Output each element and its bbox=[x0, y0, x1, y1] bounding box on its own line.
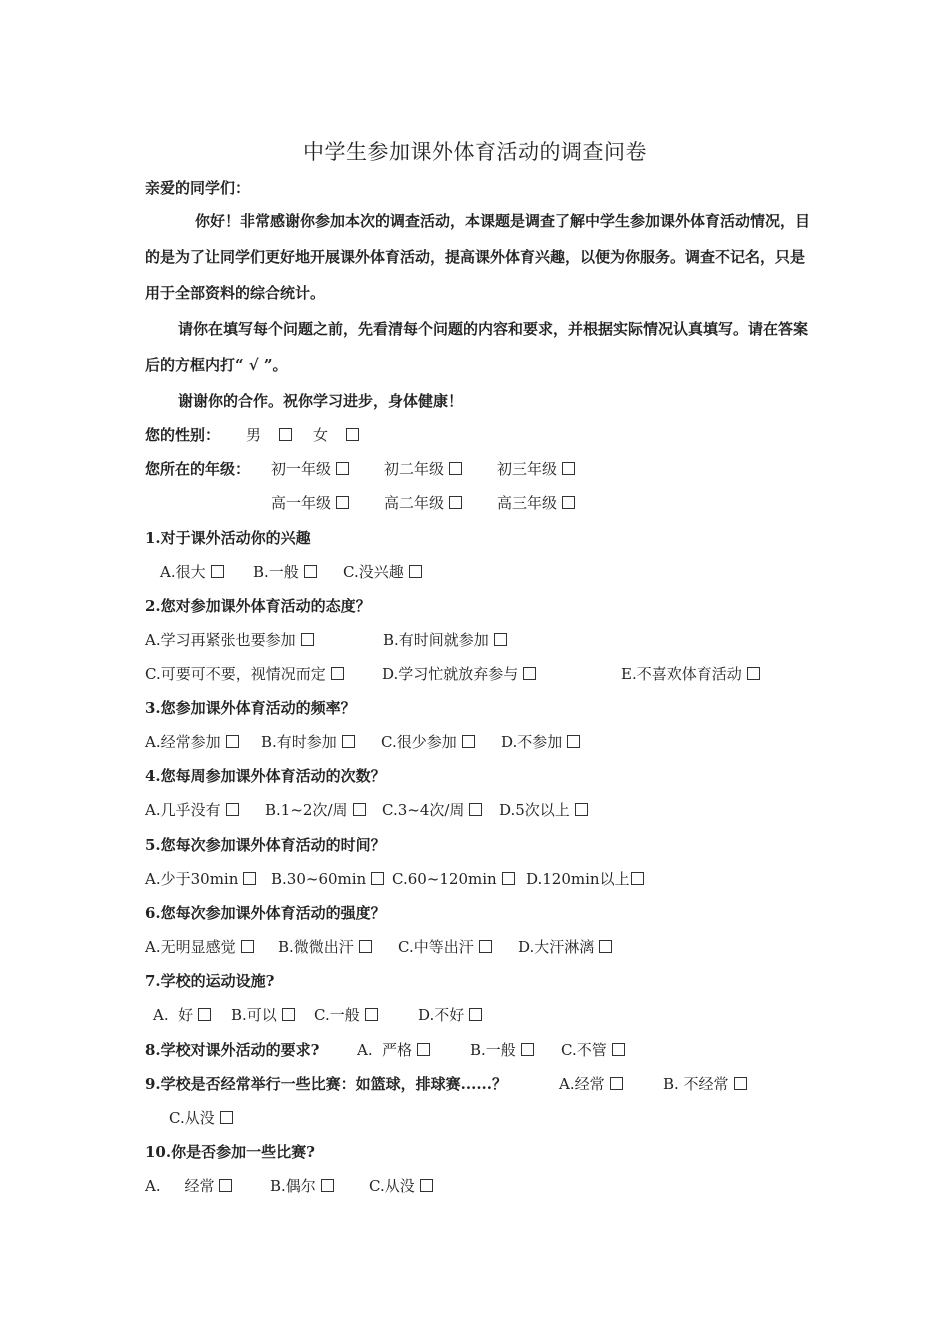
option-label: 初三年级 bbox=[497, 460, 558, 478]
option-label: D.不参加 bbox=[501, 733, 563, 751]
q10-option-a[interactable] bbox=[145, 1176, 232, 1196]
q9-option-a[interactable] bbox=[559, 1074, 623, 1094]
checkbox[interactable] bbox=[462, 735, 475, 748]
gender-option-female[interactable] bbox=[313, 425, 359, 445]
option-label: A.几乎没有 bbox=[145, 801, 221, 819]
option-label: 男 bbox=[246, 426, 262, 444]
q3-option-c[interactable] bbox=[381, 732, 475, 752]
option-label: B.有时参加 bbox=[261, 733, 337, 751]
option-label: B.30~60min bbox=[271, 870, 367, 888]
q2-option-a[interactable] bbox=[145, 630, 314, 650]
checkbox[interactable] bbox=[494, 633, 507, 646]
q9-option-c[interactable] bbox=[169, 1108, 233, 1128]
checkbox[interactable] bbox=[612, 1043, 625, 1056]
checkbox[interactable] bbox=[220, 1111, 233, 1124]
checkbox[interactable] bbox=[243, 872, 256, 885]
q3-option-b[interactable] bbox=[261, 732, 355, 752]
q1-option-a[interactable] bbox=[160, 562, 224, 582]
question-6: 6.您每次参加课外体育活动的强度？ bbox=[145, 904, 386, 922]
option-label: A. 严格 bbox=[357, 1041, 413, 1059]
checkbox[interactable] bbox=[449, 462, 462, 475]
q6-option-b[interactable] bbox=[278, 937, 372, 957]
checkbox[interactable] bbox=[562, 496, 575, 509]
option-label: B.1~2次/周 bbox=[265, 801, 348, 819]
question-2: 2.您对参加课外体育活动的态度？ bbox=[145, 597, 371, 615]
q7-option-b[interactable] bbox=[231, 1005, 295, 1025]
option-label: C.从没 bbox=[169, 1109, 215, 1127]
q2-option-c[interactable] bbox=[145, 664, 344, 684]
option-label: A.经常 bbox=[559, 1075, 605, 1093]
grade-label: 您所在的年级： bbox=[145, 460, 251, 478]
checkbox[interactable] bbox=[336, 496, 349, 509]
q1-option-c[interactable] bbox=[343, 562, 422, 582]
question-5: 5.您每次参加课外体育活动的时间？ bbox=[145, 836, 386, 854]
checkbox[interactable] bbox=[279, 428, 292, 441]
checkbox[interactable] bbox=[479, 940, 492, 953]
intro-paragraph-2: 请你在填写每个问题之前，先看清每个问题的内容和要求，并根据实际情况认真填写。请在答案后的方框内打“ √ ”。 bbox=[145, 320, 809, 374]
grade-option-senior-3[interactable] bbox=[497, 493, 575, 513]
option-label: C.中等出汗 bbox=[398, 938, 474, 956]
checkbox[interactable] bbox=[321, 1179, 334, 1192]
option-label: 高一年级 bbox=[271, 494, 332, 512]
checkbox[interactable] bbox=[331, 667, 344, 680]
q4-option-a[interactable] bbox=[145, 800, 239, 820]
option-label: 高三年级 bbox=[497, 494, 558, 512]
option-label: D.120min以上 bbox=[526, 870, 630, 888]
grade-option-junior-1[interactable] bbox=[271, 459, 349, 479]
checkbox[interactable] bbox=[336, 462, 349, 475]
q3-option-a[interactable] bbox=[145, 732, 239, 752]
checkbox[interactable] bbox=[469, 803, 482, 816]
option-label: A.很大 bbox=[160, 563, 206, 581]
option-label: 初二年级 bbox=[384, 460, 445, 478]
q9-option-b[interactable] bbox=[663, 1074, 747, 1094]
q7-option-a[interactable] bbox=[153, 1005, 211, 1025]
option-label: C.3~4次/周 bbox=[382, 801, 465, 819]
checkbox[interactable] bbox=[304, 565, 317, 578]
checkbox[interactable] bbox=[734, 1077, 747, 1090]
checkbox[interactable] bbox=[226, 803, 239, 816]
checkbox[interactable] bbox=[420, 1179, 433, 1192]
q5-option-a[interactable] bbox=[145, 869, 256, 889]
option-label: E.不喜欢体育活动 bbox=[621, 665, 742, 683]
question-10: 10.你是否参加一些比赛? bbox=[145, 1143, 315, 1161]
option-label: B.有时间就参加 bbox=[383, 631, 489, 649]
option-label: B.微微出汗 bbox=[278, 938, 354, 956]
checkbox[interactable] bbox=[631, 872, 644, 885]
option-label: 高二年级 bbox=[384, 494, 445, 512]
option-label: 女 bbox=[313, 426, 329, 444]
checkbox[interactable] bbox=[219, 1179, 232, 1192]
q6-option-c[interactable] bbox=[398, 937, 492, 957]
page-title: 中学生参加课外体育活动的调查问卷 bbox=[303, 140, 647, 164]
intro-paragraph-1: 你好！非常感谢你参加本次的调查活动，本课题是调查了解中学生参加课外体育活动情况，目的是为了让同学们更好地开展课外体育活动，提高课外体育兴趣，以便为你服务。调查不记名，只是用于全部资料的综合统计。 bbox=[145, 212, 811, 302]
option-label: B.一般 bbox=[470, 1041, 516, 1059]
option-label: A.无明显感觉 bbox=[145, 938, 236, 956]
q5-option-d[interactable] bbox=[526, 869, 644, 889]
checkbox[interactable] bbox=[241, 940, 254, 953]
option-label: C.可要可不要，视情况而定 bbox=[145, 665, 326, 683]
checkbox[interactable] bbox=[521, 1043, 534, 1056]
intro-paragraph-3: 谢谢你的合作。祝你学习进步，身体健康！ bbox=[178, 392, 464, 410]
option-label: C.一般 bbox=[314, 1006, 360, 1024]
gender-label: 您的性别： bbox=[145, 426, 221, 444]
grade-option-senior-1[interactable] bbox=[271, 493, 349, 513]
option-label: B.一般 bbox=[253, 563, 299, 581]
q2-option-b[interactable] bbox=[383, 630, 507, 650]
option-label: A.经常参加 bbox=[145, 733, 221, 751]
q5-option-b[interactable] bbox=[271, 869, 384, 889]
question-1: 1.对于课外活动你的兴趣 bbox=[145, 529, 311, 547]
checkbox[interactable] bbox=[365, 1008, 378, 1021]
checkbox[interactable] bbox=[610, 1077, 623, 1090]
option-label: B.偶尔 bbox=[270, 1177, 316, 1195]
question-9: 9.学校是否经常举行一些比赛：如篮球，排球赛......？ bbox=[145, 1075, 507, 1093]
question-3: 3.您参加课外体育活动的频率？ bbox=[145, 699, 356, 717]
checkbox[interactable] bbox=[359, 940, 372, 953]
grade-option-junior-3[interactable] bbox=[497, 459, 575, 479]
grade-option-senior-2[interactable] bbox=[384, 493, 462, 513]
option-label: C.不管 bbox=[561, 1041, 607, 1059]
option-label: C.没兴趣 bbox=[343, 563, 404, 581]
q4-option-d[interactable] bbox=[499, 800, 588, 820]
checkbox[interactable] bbox=[575, 803, 588, 816]
checkbox[interactable] bbox=[346, 428, 359, 441]
question-8: 8.学校对课外活动的要求? bbox=[145, 1041, 320, 1059]
checkbox[interactable] bbox=[599, 940, 612, 953]
option-label: A. 好 bbox=[153, 1006, 194, 1024]
q2-option-e[interactable] bbox=[621, 664, 760, 684]
checkbox[interactable] bbox=[502, 872, 515, 885]
checkbox[interactable] bbox=[469, 1008, 482, 1021]
q3-option-d[interactable] bbox=[501, 732, 580, 752]
option-label: D.不好 bbox=[418, 1006, 465, 1024]
option-label: C.从没 bbox=[369, 1177, 415, 1195]
checkbox[interactable] bbox=[353, 803, 366, 816]
option-label: D.大汗淋漓 bbox=[518, 938, 595, 956]
option-label: C.很少参加 bbox=[381, 733, 457, 751]
q7-option-d[interactable] bbox=[418, 1005, 482, 1025]
checkbox[interactable] bbox=[562, 462, 575, 475]
q5-option-c[interactable] bbox=[392, 869, 515, 889]
question-4: 4.您每周参加课外体育活动的次数？ bbox=[145, 767, 386, 785]
checkbox[interactable] bbox=[226, 735, 239, 748]
grade-option-junior-2[interactable] bbox=[384, 459, 462, 479]
checkbox[interactable] bbox=[301, 633, 314, 646]
checkbox[interactable] bbox=[417, 1043, 430, 1056]
checkbox[interactable] bbox=[282, 1008, 295, 1021]
checkbox[interactable] bbox=[371, 872, 384, 885]
option-label: B.可以 bbox=[231, 1006, 277, 1024]
q10-option-c[interactable] bbox=[369, 1176, 433, 1196]
checkbox[interactable] bbox=[211, 565, 224, 578]
option-label: 初一年级 bbox=[271, 460, 332, 478]
q8-option-b[interactable] bbox=[470, 1040, 534, 1060]
question-7: 7.学校的运动设施? bbox=[145, 972, 275, 990]
q10-option-b[interactable] bbox=[270, 1176, 334, 1196]
checkbox[interactable] bbox=[409, 565, 422, 578]
q7-option-c[interactable] bbox=[314, 1005, 378, 1025]
checkbox[interactable] bbox=[567, 735, 580, 748]
option-label: C.60~120min bbox=[392, 870, 497, 888]
option-label: A.少于30min bbox=[145, 870, 239, 888]
q6-option-a[interactable] bbox=[145, 937, 254, 957]
checkbox[interactable] bbox=[449, 496, 462, 509]
gender-option-male[interactable] bbox=[246, 425, 292, 445]
checkbox[interactable] bbox=[342, 735, 355, 748]
option-label: D.学习忙就放弃参与 bbox=[382, 665, 519, 683]
q1-option-b[interactable] bbox=[253, 562, 317, 582]
greeting: 亲爱的同学们： bbox=[145, 179, 251, 197]
option-label: B. 不经常 bbox=[663, 1075, 729, 1093]
q2-option-d[interactable] bbox=[382, 664, 536, 684]
checkbox[interactable] bbox=[747, 667, 760, 680]
option-label: A.学习再紧张也要参加 bbox=[145, 631, 296, 649]
option-label: A. 经常 bbox=[145, 1177, 215, 1195]
q8-option-c[interactable] bbox=[561, 1040, 625, 1060]
q8-option-a[interactable] bbox=[357, 1040, 430, 1060]
option-label: D.5次以上 bbox=[499, 801, 570, 819]
q6-option-d[interactable] bbox=[518, 937, 612, 957]
q4-option-c[interactable] bbox=[382, 800, 482, 820]
checkbox[interactable] bbox=[198, 1008, 211, 1021]
q4-option-b[interactable] bbox=[265, 800, 366, 820]
checkbox[interactable] bbox=[523, 667, 536, 680]
